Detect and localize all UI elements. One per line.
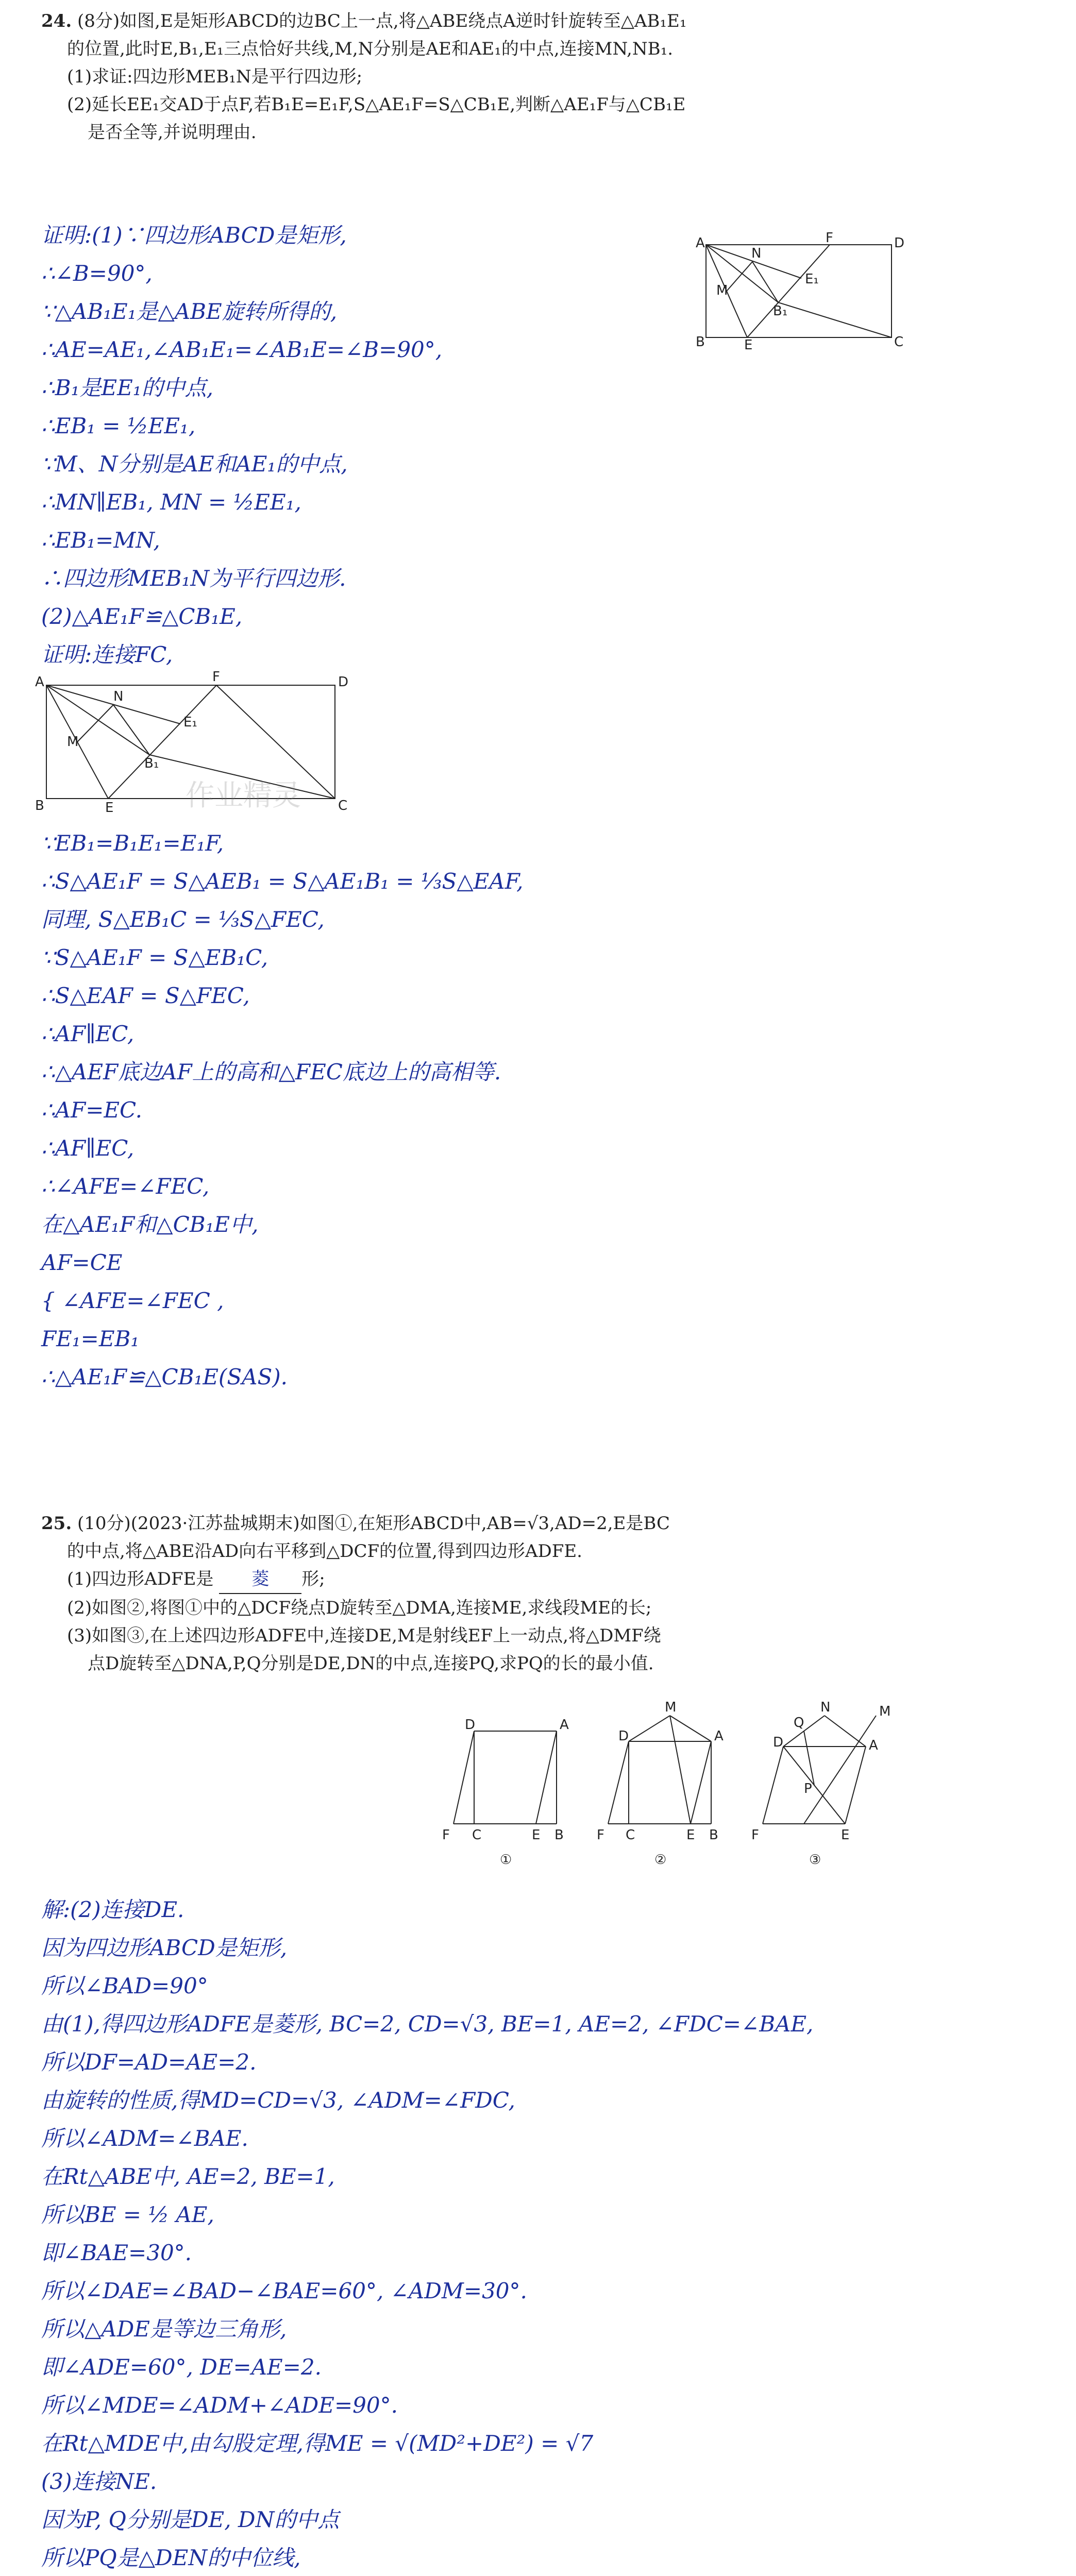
answer-line: 因为四边形ABCD是矩形, xyxy=(41,1935,288,1960)
answer-line: 证明:(1)∵四边形ABCD是矩形, xyxy=(41,223,347,248)
svg-text:A: A xyxy=(869,1738,878,1753)
q25-fig-caption-1: ① xyxy=(500,1852,512,1868)
q24-large-label-B: B xyxy=(35,798,44,814)
answer-line: 即∠ADE=60°, DE=AE=2. xyxy=(41,2354,322,2380)
answer-line: 所以DF=AD=AE=2. xyxy=(41,2049,257,2075)
answer-line: 所以PQ是△DEN的中位线, xyxy=(41,2545,301,2570)
q24-large-label-D: D xyxy=(338,674,349,690)
q24-line-2: 的位置,此时E,B₁,E₁三点恰好共线,M,N分别是AE和AE₁的中点,连接MN,NB₁. xyxy=(67,39,674,59)
q24-statement xyxy=(41,7,686,146)
q25-figures-svg xyxy=(433,1700,897,1870)
svg-text:D: D xyxy=(465,1717,476,1733)
svg-text:B: B xyxy=(554,1827,564,1843)
q24-line-3: (1)求证:四边形MEB₁N是平行四边形; xyxy=(67,66,363,87)
answer-line: ∴∠B=90°, xyxy=(41,261,153,286)
svg-text:C: C xyxy=(626,1827,635,1843)
answer-line: ∴MN∥EB₁, MN = ½EE₁, xyxy=(41,489,301,515)
q24-fig-label-E: E xyxy=(744,337,753,350)
q24-fig-label-E1: E₁ xyxy=(805,272,819,287)
answer-line: FE₁=EB₁ xyxy=(41,1326,140,1351)
q24-figure-small-svg xyxy=(691,232,907,350)
q25-line-1: 25. (10分)(2023·江苏盐城期末)如图①,在矩形ABCD中,AB=√3,AD=2,E是BC xyxy=(41,1513,670,1534)
answer-line: ∴EB₁=MN, xyxy=(41,528,160,553)
svg-text:F: F xyxy=(597,1827,604,1843)
answer-line: ∴AF=EC. xyxy=(41,1097,143,1123)
q24-fig-label-F: F xyxy=(826,232,833,246)
answer-line: 由(1),得四边形ADFE是菱形, BC=2, CD=√3, BE=1, AE=2, ∠FDC=∠BAE, xyxy=(41,2011,814,2037)
answer-line: ∴四边形MEB₁N为平行四边形. xyxy=(41,566,346,591)
q25-statement xyxy=(41,1510,670,1677)
svg-text:M: M xyxy=(665,1700,677,1715)
q24-fig-label-B1: B₁ xyxy=(773,303,788,319)
answer-line: 证明:连接FC, xyxy=(41,642,173,667)
svg-text:E: E xyxy=(841,1827,850,1843)
q24-large-label-A: A xyxy=(35,674,44,690)
answer-line: 所以∠DAE=∠BAD−∠BAE=60°, ∠ADM=30°. xyxy=(41,2278,527,2303)
q25-figures xyxy=(433,1700,897,1872)
svg-text:P: P xyxy=(804,1781,812,1797)
answer-line: ∵S△AE₁F = S△EB₁C, xyxy=(41,945,268,970)
answer-line: 所以∠ADM=∠BAE. xyxy=(41,2126,248,2151)
svg-text:C: C xyxy=(472,1827,482,1843)
q24-line-1: 24. (8分)如图,E是矩形ABCD的边BC上一点,将△ABE绕点A逆时针旋转至△AB₁E₁ xyxy=(41,11,687,31)
q25-line-3: (1)四边形ADFE是 菱 形; xyxy=(41,1565,670,1594)
q25-line-4: (2)如图②,将图①中的△DCF绕点D旋转至△DMA,连接ME,求线段ME的长; xyxy=(67,1598,652,1618)
q24-fig-label-C: C xyxy=(894,334,904,350)
q25-line-5: (3)如图③,在上述四边形ADFE中,连接DE,M是射线EF上一动点,将△DMF绕 xyxy=(67,1625,661,1646)
q24-answer-part2 xyxy=(41,824,524,1396)
answer-line: ∴AF∥EC, xyxy=(41,1136,134,1161)
answer-line: ∴AE=AE₁,∠AB₁E₁=∠AB₁E=∠B=90°, xyxy=(41,337,443,362)
answer-line: ∵EB₁=B₁E₁=E₁F, xyxy=(41,831,224,856)
answer-line: ∴B₁是EE₁的中点, xyxy=(41,375,213,400)
q25-figure-2 xyxy=(597,1700,724,1868)
answer-line: ∴S△AE₁F = S△AEB₁ = S△AE₁B₁ = ⅓S△EAF, xyxy=(41,869,524,894)
q24-fig-label-A: A xyxy=(696,235,705,251)
q25-figure-1 xyxy=(442,1717,569,1868)
q24-large-label-M: M xyxy=(67,734,79,750)
answer-line: 解:(2)连接DE. xyxy=(41,1897,184,1922)
svg-text:B: B xyxy=(709,1827,718,1843)
q24-answer-part1 xyxy=(41,216,442,674)
answer-line: ∴△AE₁F≌△CB₁E(SAS). xyxy=(41,1364,288,1389)
q24-large-label-E: E xyxy=(105,800,114,814)
answer-line: 因为P, Q分别是DE, DN的中点 xyxy=(41,2507,340,2532)
q25-figure-3 xyxy=(751,1700,890,1868)
answer-line: AF=CE xyxy=(41,1250,123,1275)
q24-fig-label-D: D xyxy=(894,235,905,251)
q24-large-label-C: C xyxy=(338,798,348,814)
svg-text:F: F xyxy=(442,1827,450,1843)
svg-text:Q: Q xyxy=(794,1715,804,1731)
answer-line: ∴∠AFE=∠FEC, xyxy=(41,1174,210,1199)
q24-fig-label-N: N xyxy=(751,246,762,261)
answer-line: { ∠AFE=∠FEC , xyxy=(41,1288,224,1313)
q25-line-2: 的中点,将△ABE沿AD向右平移到△DCF的位置,得到四边形ADFE. xyxy=(67,1541,582,1562)
q24-figure-small xyxy=(691,232,907,352)
answer-line: 在Rt△MDE中,由勾股定理,得ME = √(MD²+DE²) = √7 xyxy=(41,2431,594,2456)
answer-line: (3)连接NE. xyxy=(41,2469,157,2494)
svg-text:A: A xyxy=(560,1717,569,1733)
svg-text:F: F xyxy=(751,1827,759,1843)
q24-number: 24. xyxy=(41,11,72,31)
answer-line: 所以∠BAD=90° xyxy=(41,1973,208,1998)
q25-line-6: 点D旋转至△DNA,P,Q分别是DE,DN的中点,连接PQ,求PQ的长的最小值. xyxy=(88,1653,654,1674)
q24-large-label-E1: E₁ xyxy=(183,715,197,730)
q25-fig-caption-2: ② xyxy=(654,1852,667,1868)
svg-text:M: M xyxy=(879,1704,891,1719)
answer-line: 所以△ADE是等边三角形, xyxy=(41,2316,287,2342)
answer-line: 所以BE = ½ AE, xyxy=(41,2202,214,2227)
q24-fig-label-M: M xyxy=(716,283,728,298)
svg-text:D: D xyxy=(773,1735,784,1750)
q24-fig-label-B: B xyxy=(696,334,705,350)
answer-line: ∵M、N分别是AE和AE₁的中点, xyxy=(41,451,348,477)
answer-line: ∴S△EAF = S△FEC, xyxy=(41,983,250,1008)
answer-line: 所以∠MDE=∠ADM+∠ADE=90°. xyxy=(41,2393,398,2418)
svg-text:A: A xyxy=(714,1728,724,1744)
svg-text:N: N xyxy=(820,1700,831,1715)
answer-line: 在△AE₁F和△CB₁E中, xyxy=(41,1212,259,1237)
q25-answer xyxy=(41,1891,813,2576)
q24-line-4: (2)延长EE₁交AD于点F,若B₁E=E₁F,S△AE₁F=S△CB₁E,判断△AE₁F与△CB₁E xyxy=(67,94,686,115)
answer-line: 由旋转的性质,得MD=CD=√3, ∠ADM=∠FDC, xyxy=(41,2088,515,2113)
svg-text:E: E xyxy=(532,1827,541,1843)
answer-line: 即∠BAE=30°. xyxy=(41,2240,192,2265)
svg-text:E: E xyxy=(686,1827,695,1843)
q24-line-5: 是否全等,并说明理由. xyxy=(88,122,257,143)
answer-line: 在Rt△ABE中, AE=2, BE=1, xyxy=(41,2164,335,2189)
q25-number: 25. xyxy=(41,1513,72,1534)
q25-blank-answer: 菱 xyxy=(219,1565,301,1594)
answer-line: ∴△AEF底边AF上的高和△FEC底边上的高相等. xyxy=(41,1059,501,1084)
svg-text:D: D xyxy=(618,1728,629,1744)
q24-large-label-F: F xyxy=(212,670,220,685)
answer-line: ∴AF∥EC, xyxy=(41,1021,134,1046)
q24-large-label-N: N xyxy=(113,689,124,704)
answer-line: ∴EB₁ = ½EE₁, xyxy=(41,413,196,438)
answer-line: 同理, S△EB₁C = ⅓S△FEC, xyxy=(41,907,325,932)
answer-line: ∵△AB₁E₁是△ABE旋转所得的, xyxy=(41,299,338,324)
watermark-text: 作业精灵 xyxy=(186,779,301,812)
q24-large-label-B1: B₁ xyxy=(144,756,159,771)
answer-line: (2)△AE₁F≌△CB₁E, xyxy=(41,604,243,629)
q25-fig-caption-3: ③ xyxy=(809,1852,821,1868)
